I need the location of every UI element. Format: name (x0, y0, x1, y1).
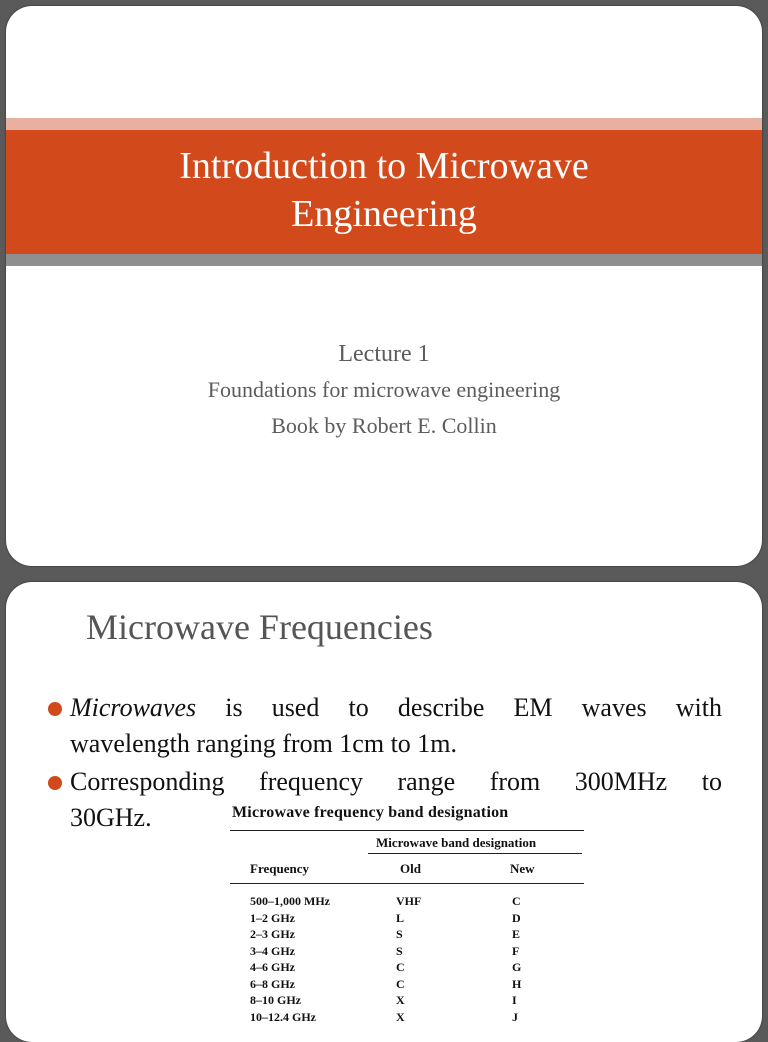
bullet-1-line-1 (70, 690, 722, 726)
bullet-1-word: is (225, 693, 243, 722)
table-cell-new: C (512, 894, 521, 908)
table-cell-frequency: 500–1,000 MHz (250, 894, 330, 908)
table-cell-old: X (396, 1009, 405, 1024)
table-header-row (230, 853, 584, 879)
table-row (230, 911, 584, 928)
table-row (230, 894, 584, 911)
table-cell-new: E (512, 927, 521, 941)
bullet-2-word: from (489, 767, 541, 796)
frequency-band-table (230, 804, 584, 1026)
slide-1 (6, 6, 762, 566)
table-cell-frequency: 1–2 GHz (250, 910, 295, 925)
table-header-frequency: Frequency (250, 861, 309, 876)
table-cell-new: I (512, 993, 517, 1007)
table-cell-frequency: 6–8 GHz (250, 976, 295, 991)
bullet-1-word: with (675, 693, 722, 722)
slide-1-title: Introduction to Microwave Engineering (179, 145, 589, 235)
slide-2 (6, 582, 762, 1042)
table-body (230, 894, 584, 1026)
bullet-2-word: range (397, 767, 456, 796)
slide-1-subtitle (6, 336, 762, 444)
bullet-2-line-1 (70, 764, 722, 800)
bullet-2-word: 300MHz (574, 767, 668, 796)
bullet-2-word: Corresponding (70, 767, 225, 796)
table-row (230, 944, 584, 961)
bullet-1-word: EM (513, 693, 553, 722)
table-row (230, 960, 584, 977)
table-cell-old: L (396, 910, 405, 925)
bullet-1-word: to (348, 693, 369, 722)
table-row (230, 977, 584, 994)
table-group-header: Microwave band designation (376, 835, 537, 850)
table-cell-old: X (396, 993, 405, 1007)
table-cell-frequency: 2–3 GHz (250, 927, 295, 941)
table-caption: Microwave frequency band designation (232, 804, 509, 821)
table-cell-frequency: 10–12.4 GHz (250, 1009, 316, 1024)
bullet-1-line-2: wavelength ranging from 1cm to 1m. (70, 729, 458, 758)
table-cell-frequency: 4–6 GHz (250, 960, 295, 974)
table-header-old: Old (400, 861, 421, 876)
slide-2-title: Microwave Frequencies (86, 607, 433, 647)
table-group-header-row (230, 831, 584, 853)
bullet-item-microwaves (46, 690, 722, 762)
table-cell-frequency: 8–10 GHz (250, 993, 301, 1007)
bullet-2-word: to (701, 767, 722, 796)
bullet-1-word: used (271, 693, 320, 722)
bullet-1-word: waves (581, 693, 647, 722)
table-cell-old: VHF (396, 894, 422, 908)
title-band-top-accent (6, 118, 762, 130)
subtitle-lecture: Lecture 1 (338, 341, 430, 367)
table-cell-new: G (512, 960, 522, 974)
table-cell-old: S (396, 927, 403, 941)
table-cell-old: C (396, 960, 405, 974)
bullet-1-word: describe (397, 693, 485, 722)
subtitle-topic: Foundations for microwave engineering (207, 377, 561, 402)
bullet-dot-icon (48, 702, 62, 716)
title-band-bottom-accent (6, 254, 762, 266)
subtitle-book: Book by Robert E. Collin (271, 413, 497, 438)
table-cell-new: J (512, 1009, 518, 1024)
table-cell-new: F (512, 943, 520, 958)
bullet-2-word: frequency (259, 767, 363, 796)
title-band (6, 130, 762, 254)
table-row (230, 993, 584, 1010)
table-cell-old: C (396, 976, 405, 991)
table-cell-old: S (396, 943, 403, 958)
table-cell-new: H (512, 976, 522, 991)
table-cell-new: D (512, 910, 521, 925)
table-header-new: New (510, 861, 535, 876)
table-cell-frequency: 3–4 GHz (250, 943, 295, 958)
bullet-2-line-2: 30GHz. (70, 803, 152, 832)
table-header-rule (230, 883, 584, 884)
bullet-1-italic-term: Microwaves (70, 693, 197, 722)
table-row (230, 927, 584, 944)
bullet-dot-icon (48, 776, 62, 790)
